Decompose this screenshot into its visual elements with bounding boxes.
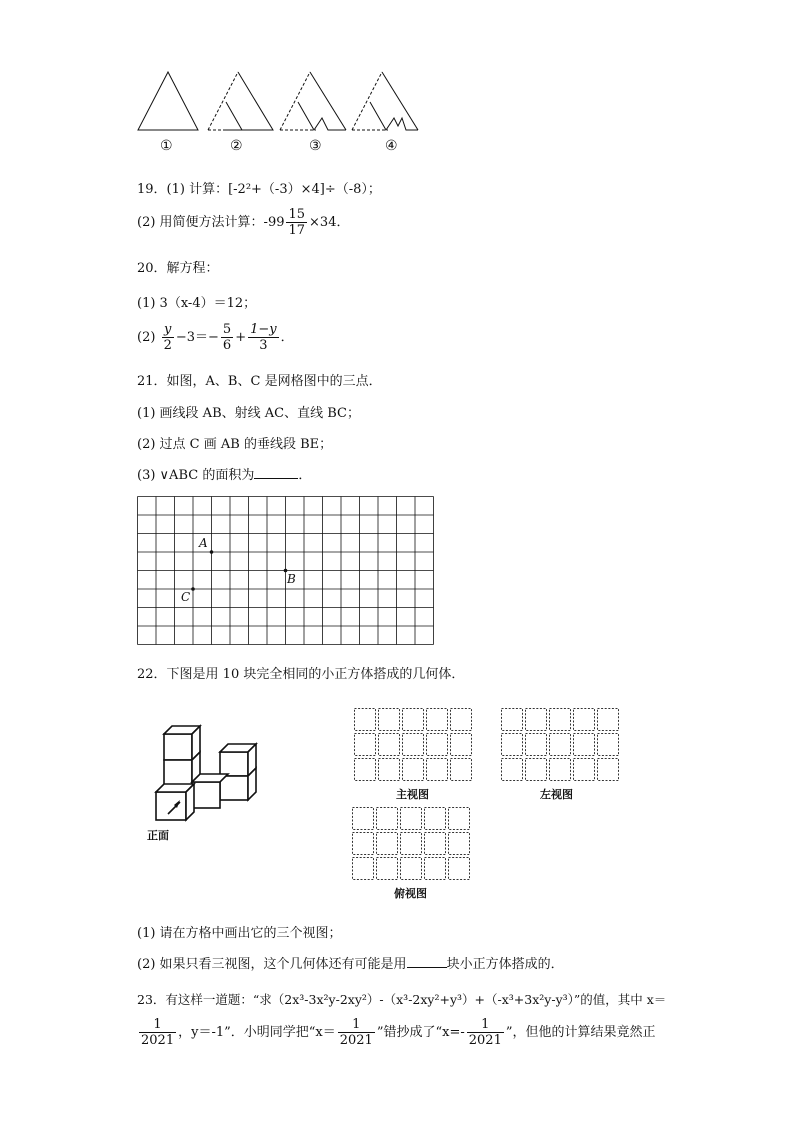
cube-solid-figure (150, 722, 270, 827)
view-cell[interactable] (449, 808, 470, 830)
q19-fraction: $\frac{15}{17}$ (288, 207, 306, 238)
view-cell[interactable] (403, 734, 424, 756)
view-cell[interactable] (379, 759, 400, 781)
view-cell[interactable] (403, 709, 424, 731)
point-a-label: A (199, 536, 208, 550)
q22-answer-blank[interactable] (407, 955, 447, 968)
view-cell[interactable] (353, 833, 374, 855)
view-cell[interactable] (598, 759, 619, 781)
triangle-figures (130, 68, 430, 136)
q19-part2-suffix: ×34． (309, 215, 350, 230)
triangle-label-3: ③ (309, 138, 322, 154)
front-view-grid (352, 706, 474, 782)
left-view-caption: 左视图 (540, 788, 573, 801)
top-view-grid (350, 805, 472, 881)
q22-title: 22．下图是用 10 块完全相同的小正方体搭成的几何体． (137, 667, 465, 682)
view-cell[interactable] (526, 734, 547, 756)
q20-title: 20．解方程： (137, 261, 219, 276)
q21-grid (137, 496, 437, 645)
view-cell[interactable] (379, 734, 400, 756)
view-cell[interactable] (377, 808, 398, 830)
q19-part2-prefix: (2) 用简便方法计算：-99 (137, 215, 285, 230)
point-c-label: C (181, 590, 191, 604)
view-cell[interactable] (355, 709, 376, 731)
view-cell[interactable] (403, 759, 424, 781)
view-cell[interactable] (451, 709, 472, 731)
q21-title: 21．如图，A、B、C 是网格图中的三点． (137, 374, 382, 389)
view-cell[interactable] (449, 833, 470, 855)
view-cell[interactable] (379, 709, 400, 731)
point-a (210, 550, 214, 554)
view-cell[interactable] (355, 759, 376, 781)
view-cell[interactable] (574, 759, 595, 781)
view-cell[interactable] (526, 759, 547, 781)
point-b-label: B (287, 572, 296, 586)
q19-title: 19．(1) 计算：[-2²+（-3）×4]÷（-8）； (137, 182, 381, 197)
view-cell[interactable] (451, 759, 472, 781)
q22-part1: (1) 请在方格中画出它的三个视图； (137, 926, 342, 941)
view-cell[interactable] (425, 858, 446, 880)
q23-fraction-3: $\frac{1}{2021}$ (468, 1017, 502, 1048)
view-cell[interactable] (425, 808, 446, 830)
left-view-grid (499, 706, 621, 782)
view-cell[interactable] (574, 734, 595, 756)
view-cell[interactable] (550, 759, 571, 781)
view-cell[interactable] (427, 759, 448, 781)
view-cell[interactable] (451, 734, 472, 756)
view-cell[interactable] (449, 858, 470, 880)
view-cell[interactable] (502, 734, 523, 756)
q21-answer-blank[interactable] (254, 466, 298, 479)
top-view-caption: 俯视图 (394, 887, 427, 900)
view-cell[interactable] (598, 709, 619, 731)
view-cell[interactable] (550, 734, 571, 756)
view-cell[interactable] (502, 759, 523, 781)
point-c (191, 587, 195, 591)
front-label: 正面 (147, 829, 169, 842)
view-cell[interactable] (377, 833, 398, 855)
view-cell[interactable] (574, 709, 595, 731)
view-cell[interactable] (401, 808, 422, 830)
q21-part2: (2) 过点 C 画 AB 的垂线段 BE； (137, 437, 333, 452)
front-view-caption: 主视图 (396, 788, 429, 801)
q20-part1: (1) 3（x-4）＝12； (137, 296, 257, 311)
view-cell[interactable] (401, 858, 422, 880)
triangle-label-1: ① (160, 138, 173, 154)
view-cell[interactable] (425, 833, 446, 855)
q23-line2: $\frac{1}{2021}$ ，y＝-1”．小明同学把“x＝ $\frac{1}{2021}$ ”错抄成了“x=- $\frac{1}{2021}$ ”，但他的计算结果竟然正 (141, 1017, 656, 1048)
q19-part2 (137, 207, 349, 238)
triangle-label-2: ② (230, 138, 243, 154)
view-cell[interactable] (550, 709, 571, 731)
q23-line1: 23．有这样一道题：“求（2x³-3x²y-2xy²）-（x³-2xy²+y³）+（-x³+3x²y-y³）”的值，其中 x＝ (137, 992, 667, 1007)
q22-part2: (2) 如果只看三视图，这个几何体还有可能是用 块小正方体搭成的． (137, 957, 564, 972)
view-cell[interactable] (598, 734, 619, 756)
triangle-label-4: ④ (385, 138, 398, 154)
view-cell[interactable] (401, 833, 422, 855)
view-cell[interactable] (377, 858, 398, 880)
q20-part2: (2) $\frac{y}{2}$ −3＝− $\frac{5}{6}$ + $\frac{1-y}{3}$ ． (137, 322, 294, 353)
q21-part1: (1) 画线段 AB、射线 AC、直线 BC； (137, 406, 360, 421)
view-cell[interactable] (502, 709, 523, 731)
view-cell[interactable] (355, 734, 376, 756)
q21-part3: (3) ∨ABC 的面积为 ． (137, 468, 312, 483)
view-cell[interactable] (526, 709, 547, 731)
view-cell[interactable] (353, 858, 374, 880)
view-cell[interactable] (427, 734, 448, 756)
view-cell[interactable] (353, 808, 374, 830)
q23-fraction-2: $\frac{1}{2021}$ (339, 1017, 373, 1048)
view-cell[interactable] (427, 709, 448, 731)
q23-fraction-1: $\frac{1}{2021}$ (141, 1017, 175, 1048)
